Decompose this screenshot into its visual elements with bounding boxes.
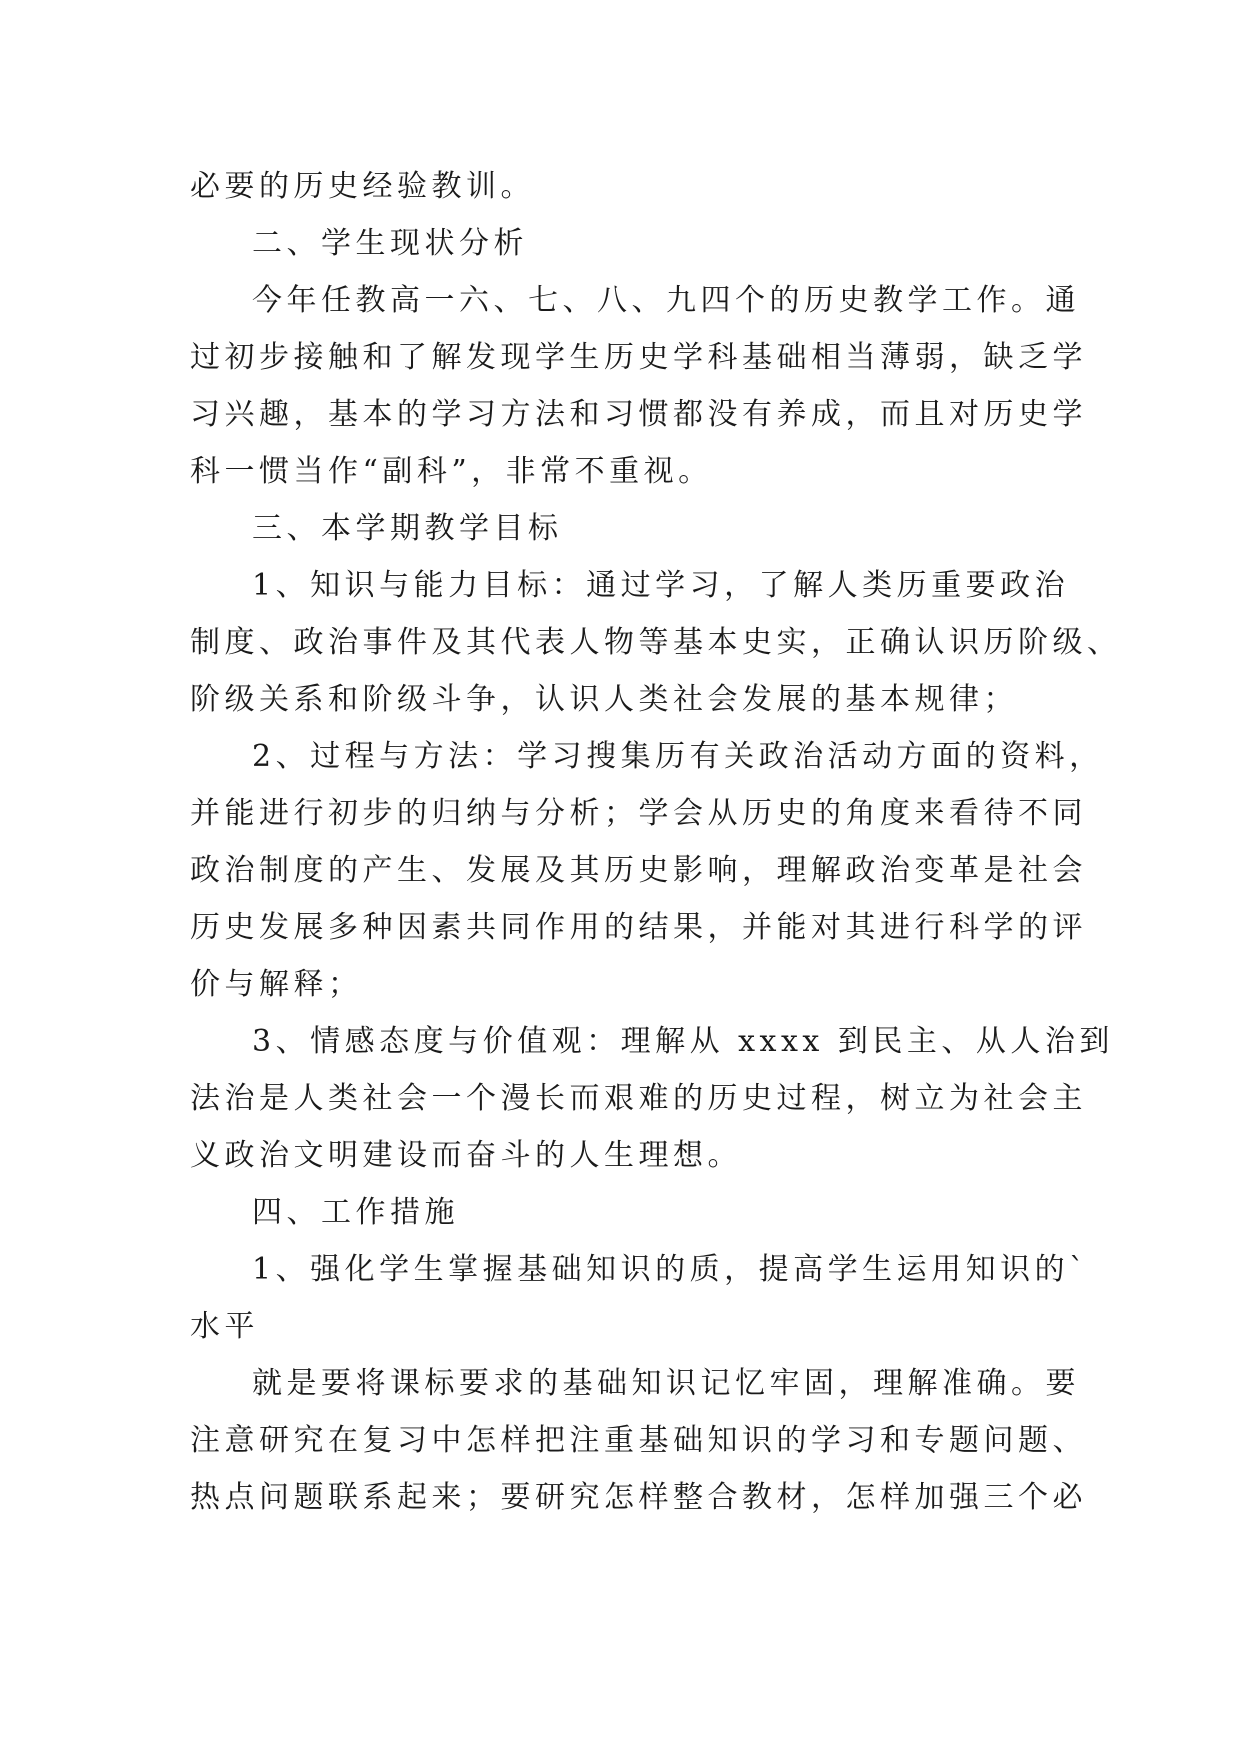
text-line: 过初步接触和了解发现学生历史学科基础相当薄弱，缺乏学 <box>190 340 1087 375</box>
text-line: 3、情感态度与价值观：理解从 xxxx 到民主、从人治到 <box>252 1024 1114 1059</box>
text-line: 制度、政治事件及其代表人物等基本史实，正确认识历阶级、 <box>190 625 1122 660</box>
text-line: 历史发展多种因素共同作用的结果，并能对其进行科学的评 <box>190 910 1087 945</box>
text-line: 今年任教高一六、七、八、九四个的历史教学工作。通 <box>252 283 1080 318</box>
text-line: 2、过程与方法：学习搜集历有关政治活动方面的资料， <box>252 739 1104 774</box>
section-heading: 三、本学期教学目标 <box>252 511 563 546</box>
text-line: 阶级关系和阶级斗争，认识人类社会发展的基本规律； <box>190 682 1018 717</box>
text-line: 1、强化学生掌握基础知识的质，提高学生运用知识的` <box>252 1252 1089 1287</box>
text-line: 科一惯当作“副科”，非常不重视。 <box>190 454 713 489</box>
text-line: 习兴趣，基本的学习方法和习惯都没有养成，而且对历史学 <box>190 397 1087 432</box>
text-line: 并能进行初步的归纳与分析；学会从历史的角度来看待不同 <box>190 796 1087 831</box>
section-heading: 四、工作措施 <box>252 1195 459 1230</box>
text-line: 热点问题联系起来；要研究怎样整合教材，怎样加强三个必 <box>190 1480 1087 1515</box>
text-line: 1、知识与能力目标：通过学习，了解人类历重要政治 <box>252 568 1070 603</box>
text-line: 价与解释； <box>190 967 363 1002</box>
text-line: 必要的历史经验教训。 <box>190 169 535 204</box>
text-line: 法治是人类社会一个漫长而艰难的历史过程，树立为社会主 <box>190 1081 1087 1116</box>
text-line: 义政治文明建设而奋斗的人生理想。 <box>190 1138 742 1173</box>
text-line: 就是要将课标要求的基础知识记忆牢固，理解准确。要 <box>252 1366 1080 1401</box>
text-line: 注意研究在复习中怎样把注重基础知识的学习和专题问题、 <box>190 1423 1087 1458</box>
text-line: 政治制度的产生、发展及其历史影响，理解政治变革是社会 <box>190 853 1087 888</box>
text-line: 水平 <box>190 1309 259 1344</box>
section-heading: 二、学生现状分析 <box>252 226 528 261</box>
